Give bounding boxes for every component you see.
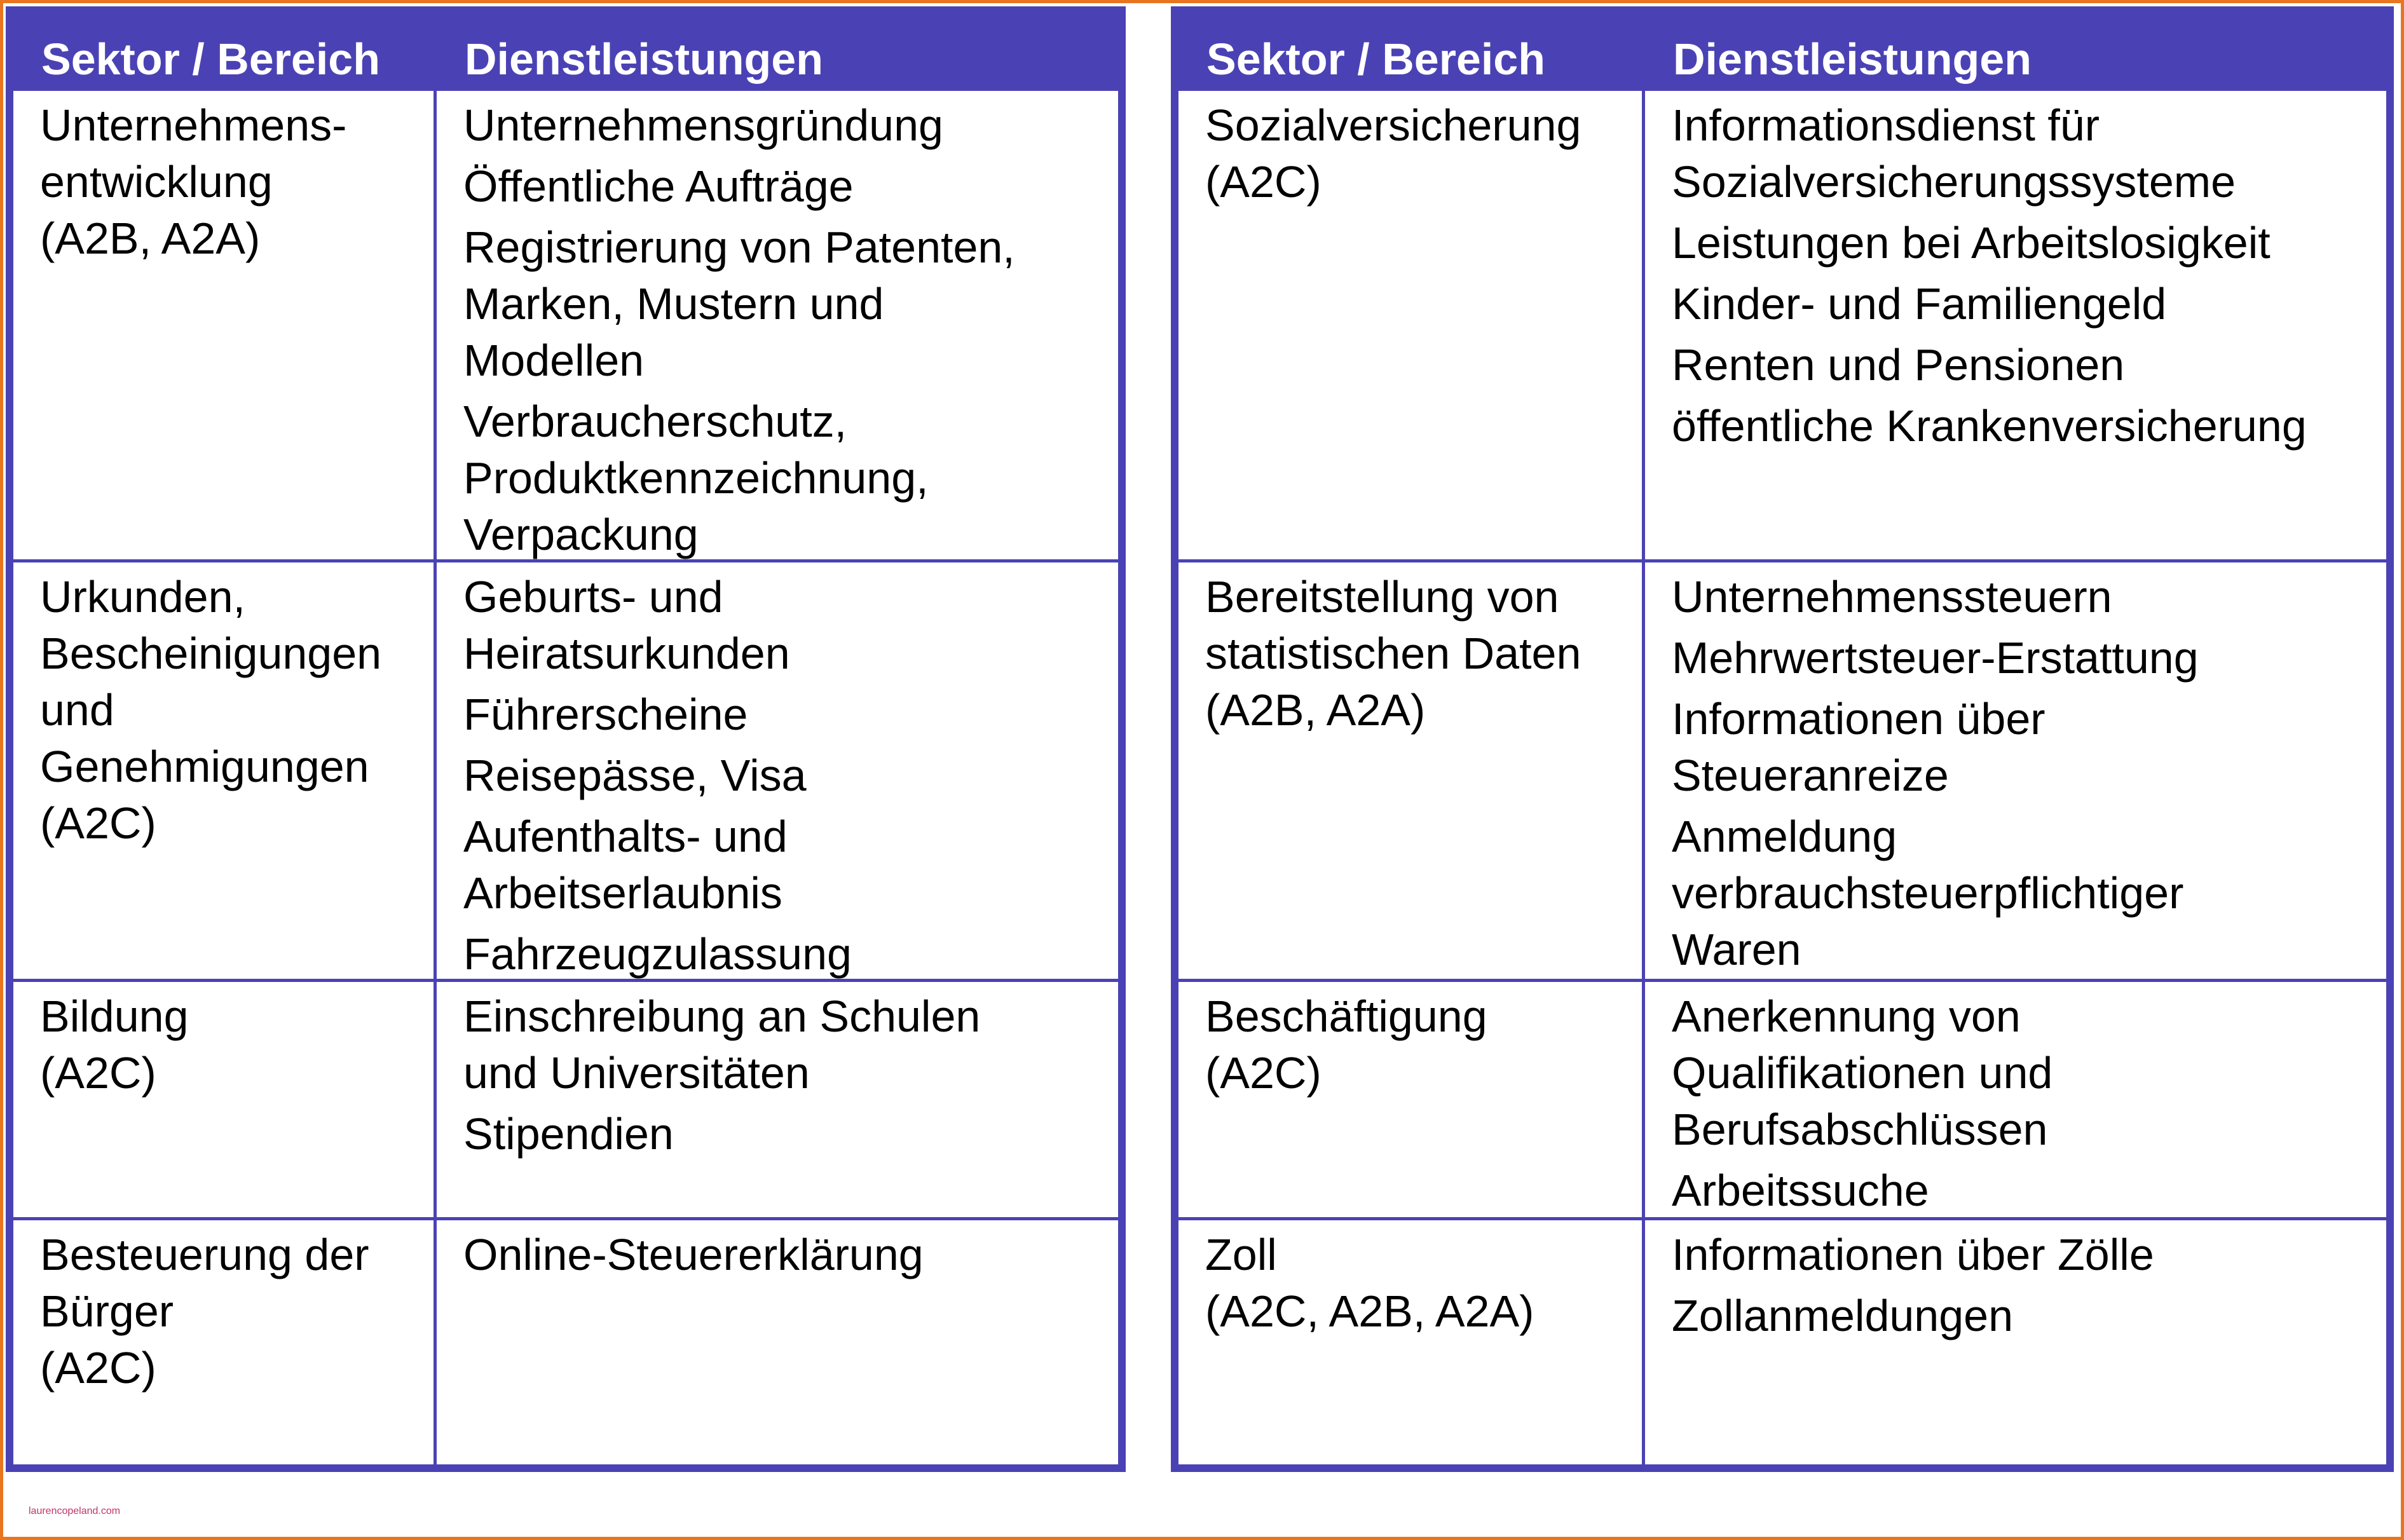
service-item (1672, 1162, 2386, 1219)
services-table-left (6, 6, 1126, 1472)
service-line: Reisepässe, Visa (463, 751, 807, 800)
sector-line: (A2C) (40, 1048, 156, 1098)
sector-line: Besteuerung der (40, 1230, 369, 1279)
service-line: Sozialversicherungssysteme (1672, 157, 2236, 207)
service-line: Anmeldung (1672, 812, 1897, 861)
sector-line: (A2C) (40, 1343, 156, 1393)
header-services: Dienstleistungen (1645, 6, 2386, 91)
service-line: Waren (1672, 925, 1801, 974)
service-item (1672, 1288, 2386, 1344)
sector-line: Bereitstellung von (1205, 572, 1559, 622)
service-line: Leistungen bei Arbeitslosigkeit (1672, 218, 2271, 268)
service-item (463, 219, 1118, 389)
services-cell (1645, 1220, 2386, 1464)
service-item (463, 569, 1118, 682)
sector-cell (13, 562, 437, 982)
watermark: laurencopeland.com (29, 1506, 121, 1516)
service-item (463, 158, 1118, 215)
sector-line: (A2C) (1205, 1048, 1322, 1098)
service-item (1672, 215, 2386, 271)
sector-line: (A2C) (1205, 157, 1322, 207)
service-line: Informationen über (1672, 694, 2045, 744)
service-line: Informationen über Zölle (1672, 1230, 2154, 1279)
service-line: Informationsdienst für (1672, 100, 2100, 150)
service-line: verbrauchsteuerpflichtiger (1672, 868, 2184, 918)
service-line: Arbeitserlaubnis (463, 868, 782, 918)
service-line: Einschreibung an Schulen (463, 991, 981, 1041)
service-line: Anerkennung von (1672, 991, 2021, 1041)
service-line: Online-Steuererklärung (463, 1230, 924, 1279)
sector-line: Unternehmens- (40, 100, 347, 150)
sector-line: statistischen Daten (1205, 629, 1581, 678)
service-line: Unternehmensgründung (463, 100, 943, 150)
header-sector: Sektor / Bereich (1178, 6, 1645, 91)
sector-line: (A2C, A2B, A2A) (1205, 1286, 1534, 1336)
service-item (463, 97, 1118, 154)
service-item (1672, 988, 2386, 1158)
sector-cell (13, 982, 437, 1220)
sector-line: Bescheinigungen (40, 629, 382, 678)
services-cell (437, 562, 1118, 982)
service-item (1672, 691, 2386, 804)
service-item (463, 808, 1118, 922)
service-line: Steueranreize (1672, 751, 1949, 800)
services-cell (1645, 562, 2386, 982)
service-line: Führerscheine (463, 690, 748, 739)
service-line: Verbraucherschutz, (463, 397, 847, 446)
service-line: Mehrwertsteuer-Erstattung (1672, 633, 2199, 683)
service-line: Aufenthalts- und (463, 812, 788, 861)
service-line: Zollanmeldungen (1672, 1291, 2014, 1340)
sector-line: Genehmigungen (40, 742, 369, 791)
sector-line: und (40, 685, 114, 735)
service-line: Stipendien (463, 1109, 674, 1159)
service-item (1672, 630, 2386, 686)
service-line: Öffentliche Aufträge (463, 161, 854, 211)
services-table-right (1171, 6, 2394, 1472)
service-line: Modellen (463, 336, 645, 385)
sector-cell (1178, 1220, 1645, 1464)
service-line: Verpackung (463, 510, 699, 559)
service-line: Renten und Pensionen (1672, 340, 2125, 390)
sector-cell (13, 1220, 437, 1464)
service-line: Fahrzeugzulassung (463, 929, 852, 979)
services-cell (437, 91, 1118, 562)
service-line: öffentliche Krankenversicherung (1672, 401, 2307, 451)
service-item (1672, 276, 2386, 332)
service-item (463, 1227, 1118, 1283)
header-services: Dienstleistungen (437, 6, 1118, 91)
sector-line: Bildung (40, 991, 189, 1041)
services-cell (437, 1220, 1118, 1464)
service-item (1672, 398, 2386, 454)
sector-cell (1178, 562, 1645, 982)
sector-line: entwicklung (40, 157, 273, 207)
sector-cell (1178, 982, 1645, 1220)
services-cell (437, 982, 1118, 1220)
services-cell (1645, 982, 2386, 1220)
service-item (463, 926, 1118, 982)
service-item (1672, 97, 2386, 210)
sector-line: (A2B, A2A) (1205, 685, 1426, 735)
sector-line: Zoll (1205, 1230, 1277, 1279)
sector-line: (A2B, A2A) (40, 214, 261, 263)
service-item (463, 686, 1118, 743)
service-line: und Universitäten (463, 1048, 810, 1098)
service-item (463, 1106, 1118, 1162)
service-line: Arbeitssuche (1672, 1166, 1929, 1215)
sector-cell (13, 91, 437, 562)
service-item (1672, 569, 2386, 625)
service-item (1672, 337, 2386, 393)
service-line: Heiratsurkunden (463, 629, 790, 678)
service-item (1672, 1227, 2386, 1283)
sector-line: Beschäftigung (1205, 991, 1487, 1041)
service-line: Kinder- und Familiengeld (1672, 279, 2167, 329)
services-cell (1645, 91, 2386, 562)
sector-cell (1178, 91, 1645, 562)
service-line: Marken, Mustern und (463, 279, 884, 329)
service-line: Qualifikationen und (1672, 1048, 2053, 1098)
sector-line: Bürger (40, 1286, 174, 1336)
service-item (1672, 808, 2386, 978)
service-item (463, 988, 1118, 1101)
service-line: Produktkennzeichnung, (463, 453, 929, 503)
header-sector: Sektor / Bereich (13, 6, 437, 91)
sector-line: (A2C) (40, 798, 156, 848)
service-line: Registrierung von Patenten, (463, 222, 1015, 272)
service-item (463, 747, 1118, 804)
service-line: Berufsabschlüssen (1672, 1105, 2048, 1154)
service-item (463, 393, 1118, 562)
sector-line: Urkunden, (40, 572, 245, 622)
service-line: Unternehmenssteuern (1672, 572, 2112, 622)
service-line: Geburts- und (463, 572, 723, 622)
sector-line: Sozialversicherung (1205, 100, 1581, 150)
